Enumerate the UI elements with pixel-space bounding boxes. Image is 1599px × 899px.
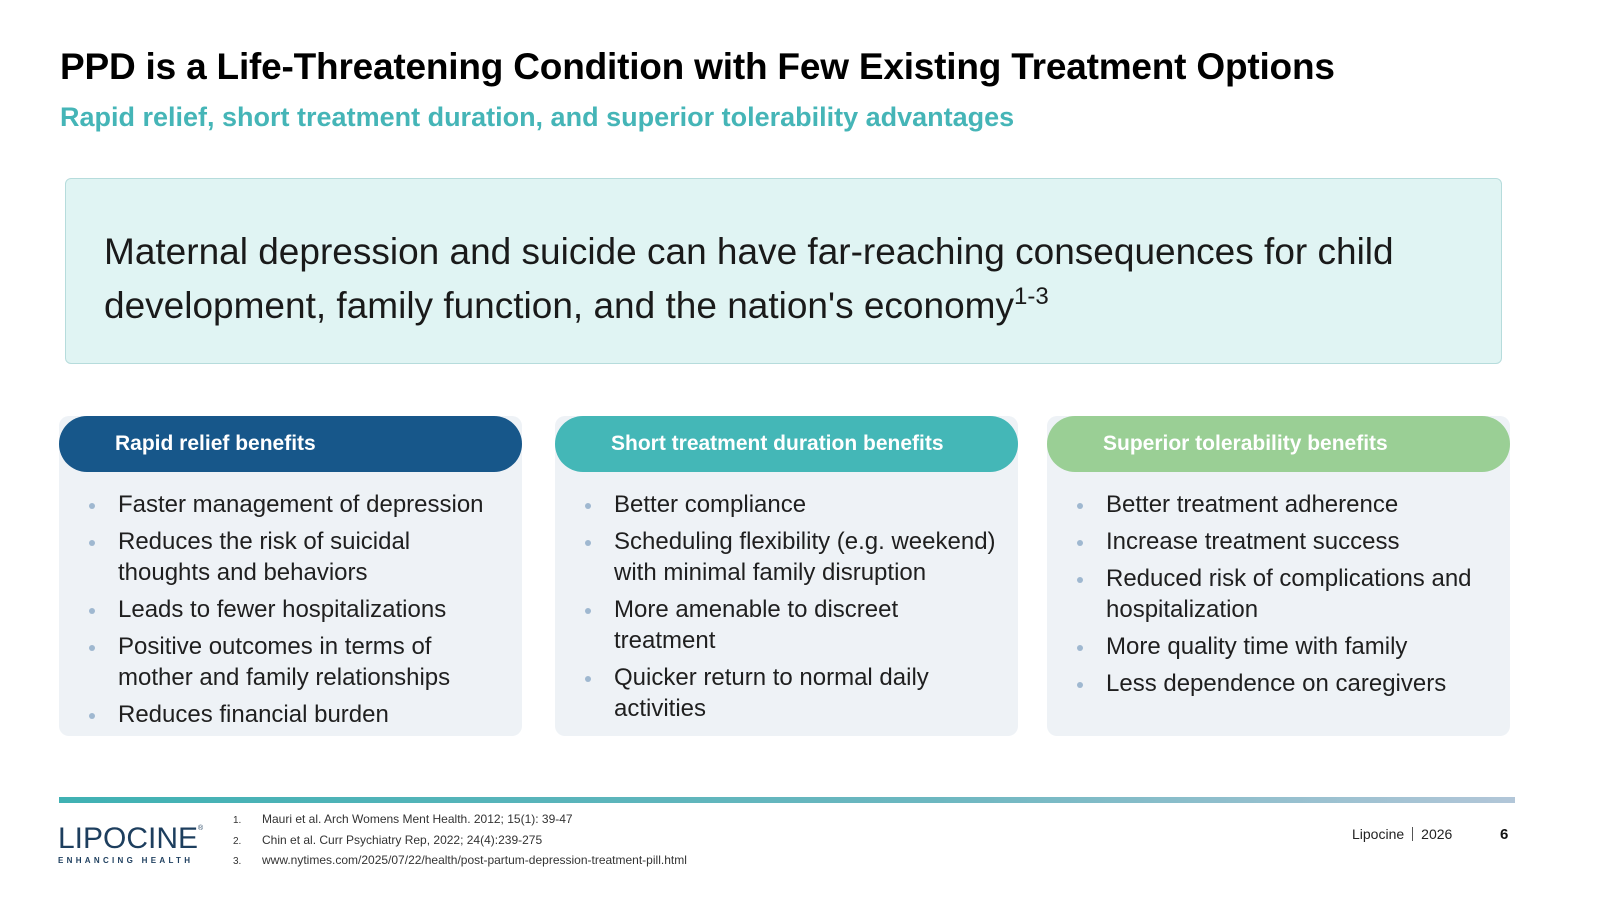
benefit-list: [59, 472, 522, 730]
list-item: Faster management of depression: [118, 489, 502, 520]
references-list: [233, 810, 687, 872]
benefit-list: [1047, 472, 1510, 699]
card-short-duration: [555, 416, 1018, 736]
list-item: More quality time with family: [1106, 631, 1490, 662]
callout-box: [65, 178, 1502, 364]
reference-text: Chin et al. Curr Psychiatry Rep, 2022; 24(4):239-275: [262, 832, 543, 847]
list-item: Reduced risk of complications and hospitalization: [1106, 563, 1490, 625]
list-item: More amenable to discreet treatment: [614, 594, 998, 656]
reference-text: www.nytimes.com/2025/07/22/health/post-partum-depression-treatment-pill.html: [262, 853, 687, 867]
list-item: Less dependence on caregivers: [1106, 668, 1490, 699]
card-header: Superior tolerability benefits: [1047, 416, 1510, 472]
list-item: Scheduling flexibility (e.g. weekend) with minimal family disruption: [614, 526, 998, 588]
list-item: Quicker return to normal daily activities: [614, 662, 998, 724]
slide-title: PPD is a Life-Threatening Condition with Few Existing Treatment Options: [60, 46, 1335, 87]
registered-mark: ®: [198, 825, 204, 832]
list-item: Better compliance: [614, 489, 998, 520]
list-item: Reduces financial burden: [118, 699, 502, 730]
reference-number: 3.: [233, 856, 242, 867]
footer-company: Lipocine: [1352, 826, 1405, 842]
reference-text: Mauri et al. Arch Womens Ment Health. 2012; 15(1): 39-47: [262, 812, 573, 826]
footer-year: 2026: [1421, 826, 1453, 842]
reference-item: [233, 831, 687, 852]
footer-separator: [1412, 827, 1413, 841]
list-item: Leads to fewer hospitalizations: [118, 594, 502, 625]
list-item: Positive outcomes in terms of mother and family relationships: [118, 631, 502, 693]
reference-number: 2.: [233, 835, 242, 847]
reference-item: [233, 810, 687, 831]
list-item: Reduces the risk of suicidal thoughts and behaviors: [118, 526, 502, 588]
page-number: 6: [1500, 826, 1509, 843]
logo-word: LIPOCINE: [58, 822, 199, 855]
card-header: Short treatment duration benefits: [555, 416, 1018, 472]
card-rapid-relief: [59, 416, 522, 736]
benefit-list: [555, 472, 1018, 724]
slide-subtitle: Rapid relief, short treatment duration, and superior tolerability advantages: [60, 102, 1015, 132]
logo-tagline: ENHANCING HEALTH: [58, 856, 194, 865]
list-item: Increase treatment success: [1106, 526, 1490, 557]
callout-text: [104, 225, 1464, 333]
reference-item: [233, 851, 687, 872]
logo-wordmark: [58, 812, 208, 856]
list-item: Better treatment adherence: [1106, 489, 1490, 520]
callout-statement: Maternal depression and suicide can have far-reaching consequences for child development, family function, and the nation's economy: [104, 231, 1394, 326]
footer-brand: [1352, 826, 1452, 842]
card-header: Rapid relief benefits: [59, 416, 522, 472]
callout-citation: 1-3: [1014, 283, 1049, 310]
card-superior-tolerability: [1047, 416, 1510, 736]
reference-number: 1.: [233, 815, 242, 826]
footer-divider: [59, 797, 1515, 803]
company-logo: [58, 812, 208, 865]
